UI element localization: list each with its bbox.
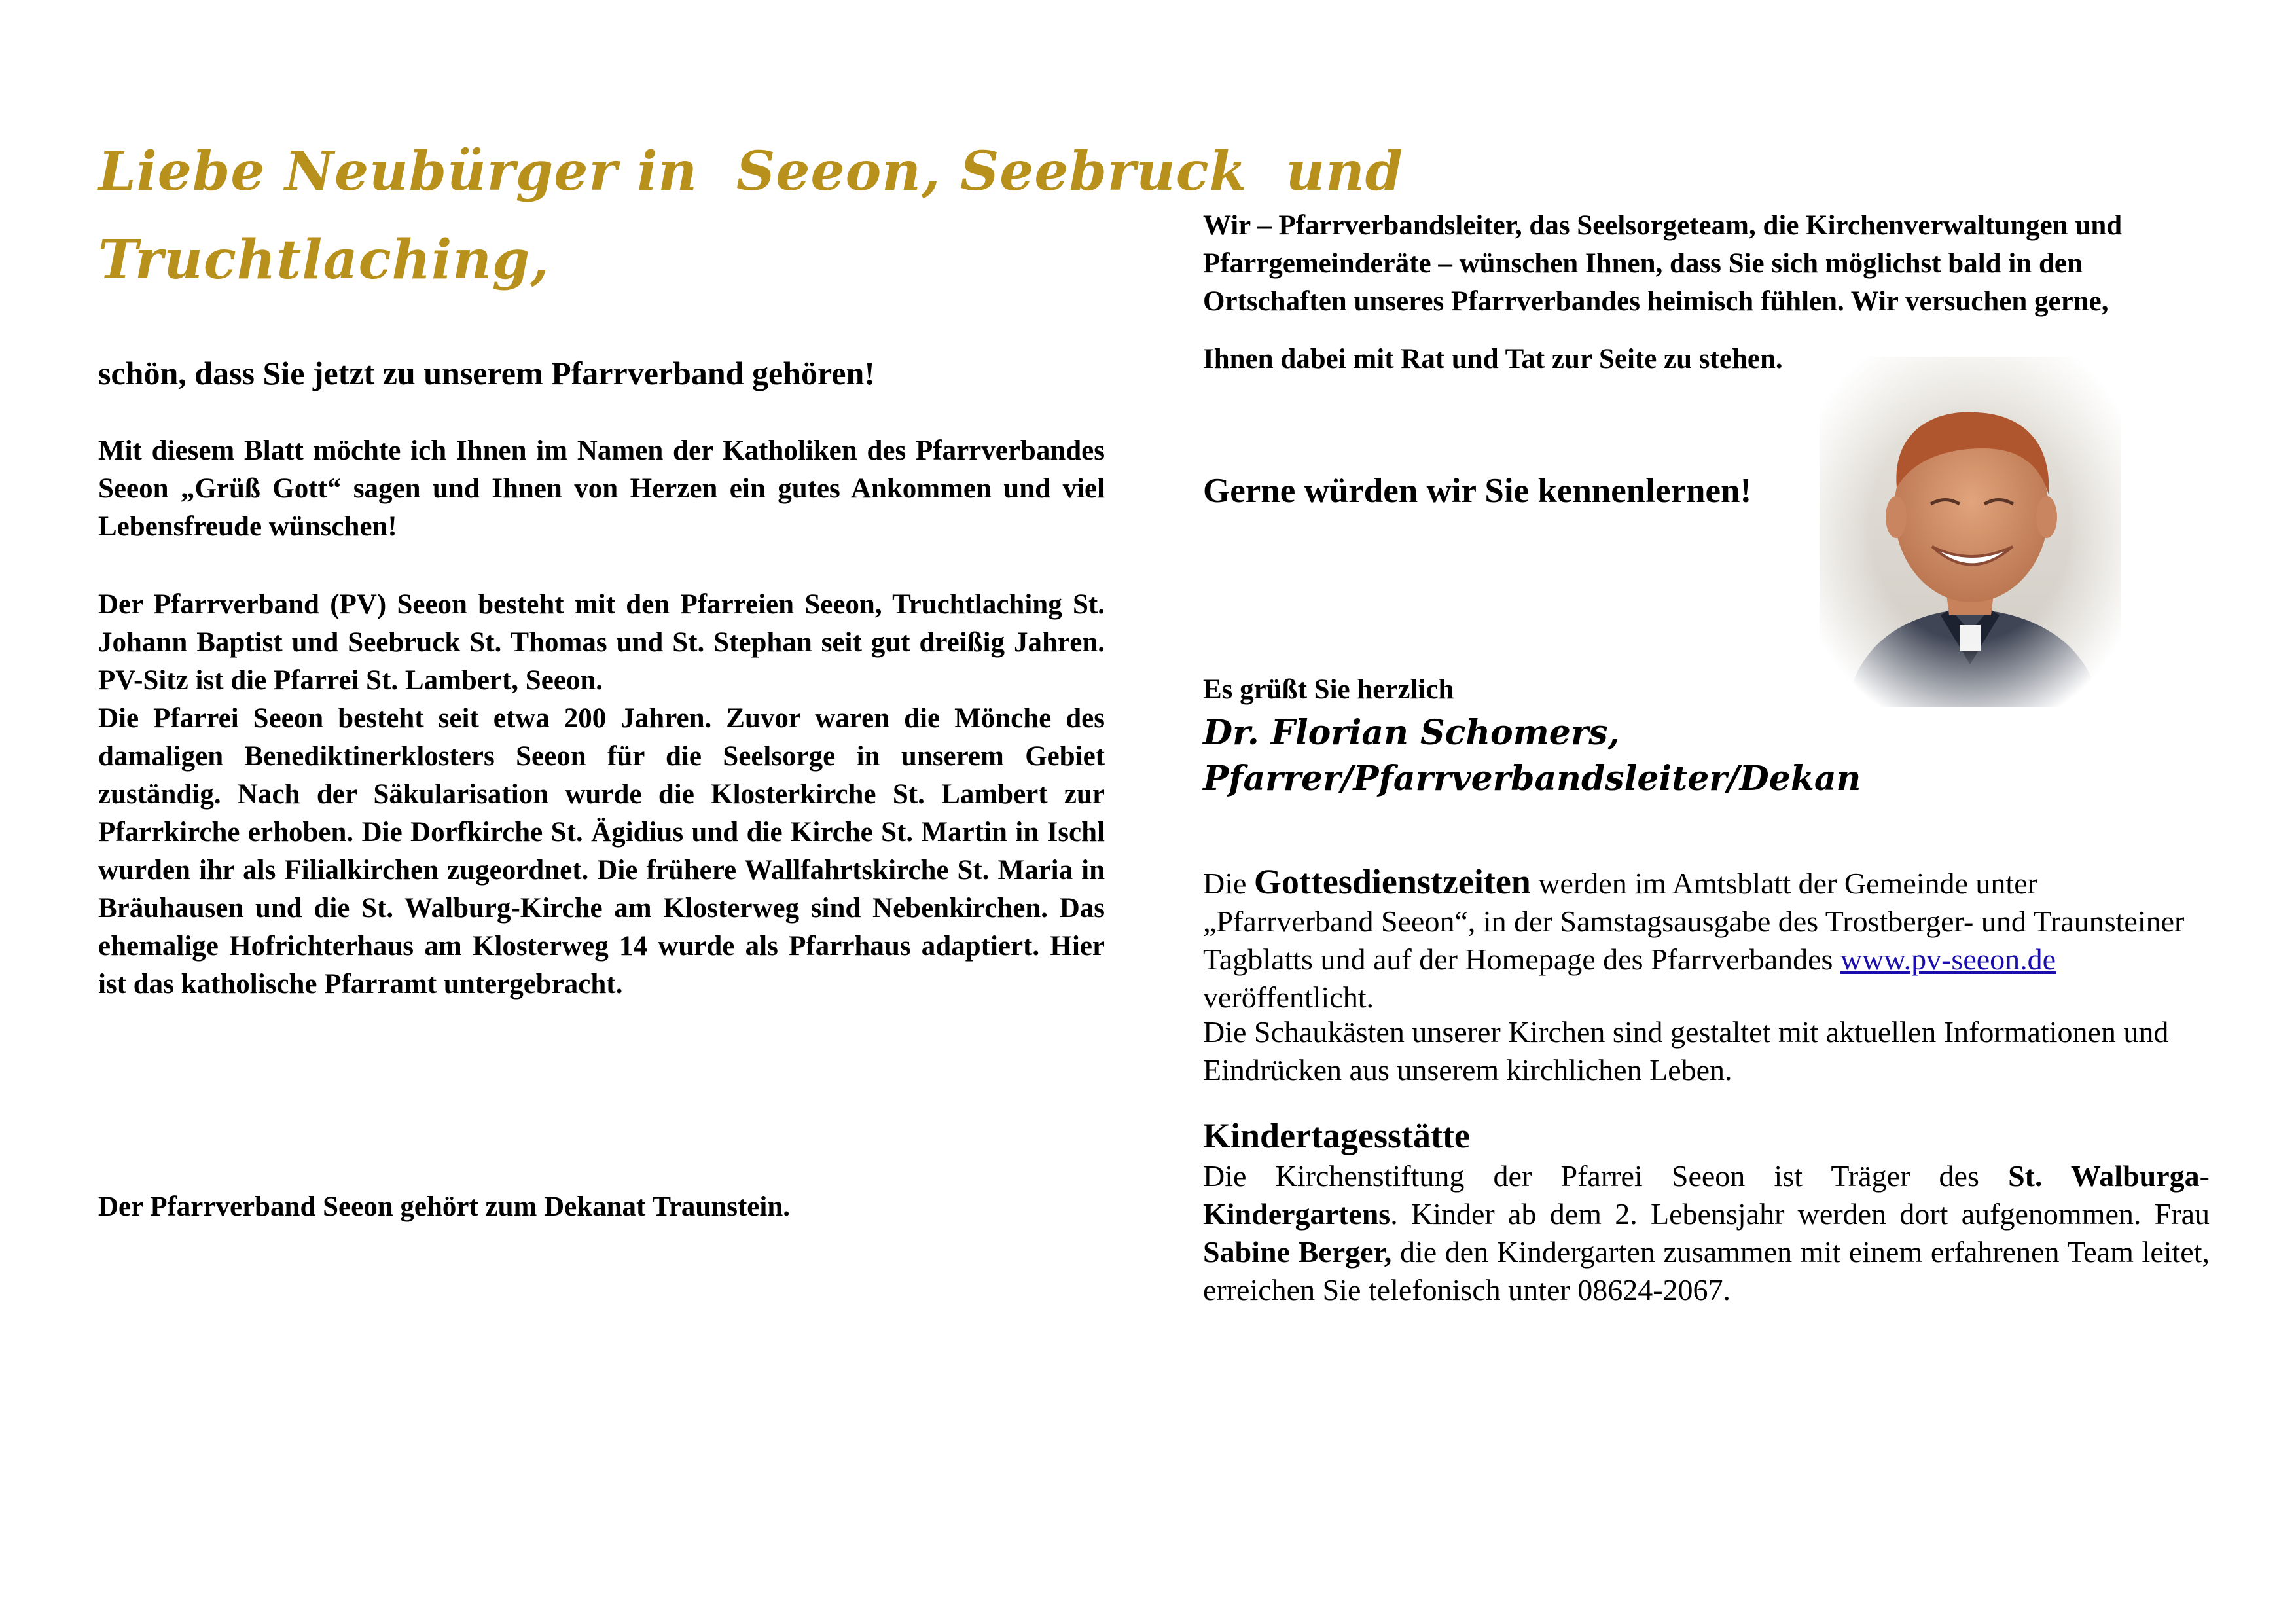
intro-paragraph: Mit diesem Blatt möchte ich Ihnen im Namen der Katholiken des Pfarrverbandes Seeon „Grüß Gott“ sagen und Ihnen von Herzen ein gutes Ankommen und viel Lebensfreude wünschen! (98, 435, 1105, 542)
pv-description-paragraph: Der Pfarrverband (PV) Seeon besteht mit den Pfarreien Seeon, Truchtlaching St. Johann Baptist und Seebruck St. Thomas und St. Stephan seit gut dreißig Jahren. PV-Sitz ist die Pfarrei St. Lambert, Seeon. (98, 589, 1105, 696)
deanery-paragraph: Der Pfarrverband Seeon gehört zum Dekanat Traunstein. (98, 1191, 791, 1222)
services-tail: veröffentlicht. (1203, 981, 1374, 1014)
services-paragraph (1203, 863, 2210, 1017)
history-section (98, 586, 1105, 1003)
signature-name: Dr. Florian Schomers, (1203, 713, 1620, 753)
kita-name: St. Walburga-Kindergartens (1203, 1159, 2210, 1231)
regards-line: Es grüßt Sie herzlich (1203, 674, 1454, 705)
signature-title: Pfarrer/Pfarrverbandsleiter/Dekan (1203, 759, 1861, 799)
homepage-link[interactable]: www.pv-seeon.de (1840, 943, 2056, 976)
greeting-heading (98, 128, 1404, 304)
meet-you-heading: Gerne würden wir Sie kennenlernen! (1203, 472, 1752, 510)
kita-text-1: Die Kirchenstiftung der Pfarrei Seeon ist Träger des (1203, 1159, 1979, 1193)
greeting-line-1: Liebe Neubürger in Seeon, Seebruck und (98, 140, 1404, 203)
kita-text-3: die den Kindergarten zusammen mit einem erfahrenen Team leitet, erreichen Sie telefonisch unter 08624-2067. (1203, 1235, 2210, 1307)
welcome-paragraph: Wir – Pfarrverbandsleiter, das Seelsorgeteam, die Kirchenverwaltungen und Pfarrgemeinderäte – wünschen Ihnen, dass Sie sich möglichst bald in den Ortschaften unseres Pfarrverbandes heimisch fühlen. Wir versuchen gerne, (1203, 210, 2123, 317)
support-paragraph: Ihnen dabei mit Rat und Tat zur Seite zu stehen. (1203, 344, 1783, 374)
kindergarten-paragraph (1203, 1157, 2210, 1309)
greeting-line-2: Truchtlaching, (98, 228, 550, 291)
subtitle: schön, dass Sie jetzt zu unserem Pfarrverband gehören! (98, 355, 875, 391)
kita-text-2: . Kinder ab dem 2. Lebensjahr werden dort aufgenommen. Frau (1390, 1197, 2210, 1231)
kindergarten-heading: Kindertagesstätte (1203, 1116, 1470, 1155)
showcases-paragraph: Die Schaukästen unserer Kirchen sind gestaltet mit aktuellen Informationen und Eindrücken aus unserem kirchlichen Leben. (1203, 1015, 2169, 1087)
services-keyword: Gottesdienstzeiten (1253, 862, 1531, 901)
pastor-photo (1820, 357, 2121, 707)
parish-history-paragraph: Die Pfarrei Seeon besteht seit etwa 200 Jahren. Zuvor waren die Mönche des damaligen Benediktinerklosters Seeon für die Seelsorge in unserem Gebiet zuständig. Nach der Säkularisation wurde die Klosterkirche St. Lambert zur Pfarrkirche erhoben. Die Dorfkirche St. Ägidius und die Kirche St. Martin in Ischl wurden ihr als Filialkirchen zugeordnet. Die frühere Wallfahrtskirche St. Maria in Bräuhausen und die St. Walburg-Kirche am Klosterweg sind Nebenkirchen. Das ehemalige Hofrichterhaus am Klosterweg 14 wurde als Pfarrhaus adaptiert. Hier ist das katholische Pfarramt untergebracht. (98, 703, 1105, 1000)
kita-contact-name: Sabine Berger, (1203, 1235, 1392, 1269)
services-text: werden im Amtsblatt der Gemeinde unter „Pfarrverband Seeon“, in der Samstagsausgabe des Trostberger- und Traunsteiner Tagblatts und auf der Homepage des Pfarrverbandes (1203, 867, 2185, 976)
services-lead: Die (1203, 867, 1247, 900)
